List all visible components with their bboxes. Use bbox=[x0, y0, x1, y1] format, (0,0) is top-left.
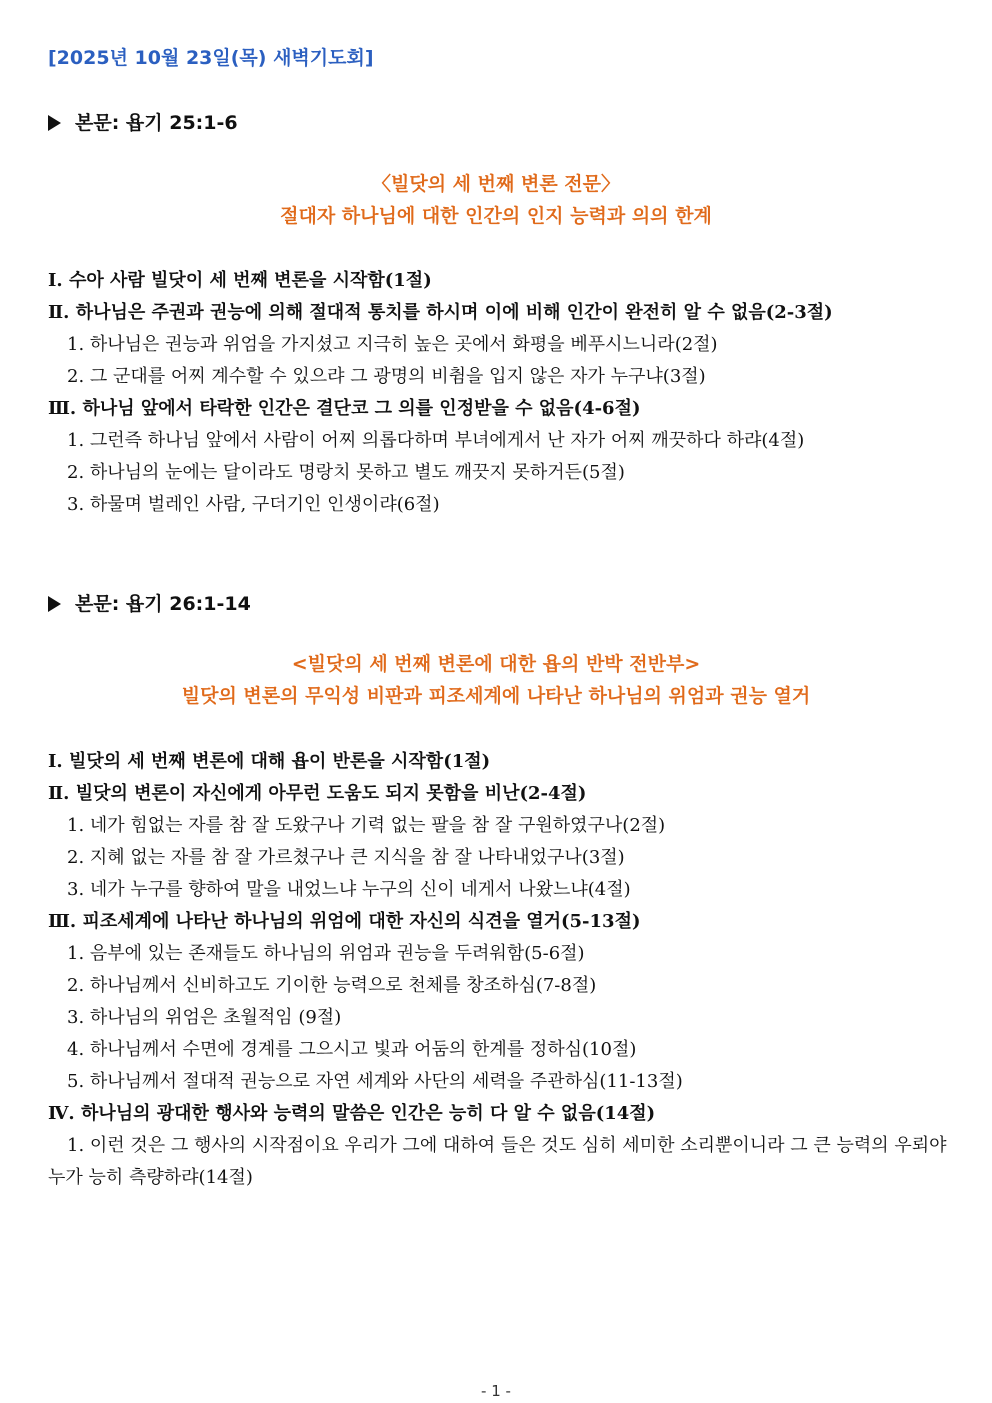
passage-heading-2 bbox=[48, 589, 251, 616]
outline-1 bbox=[48, 265, 948, 521]
outline-item: 1. 그런즉 하나님 앞에서 사람이 어찌 의롭다하며 부녀에게서 난 자가 어찌 깨끗하다 하랴(4절) bbox=[67, 430, 805, 451]
page-number: - 1 - bbox=[481, 1382, 511, 1400]
section-subtitle-1a: 〈빌닷의 세 번째 변론 전문〉 bbox=[372, 173, 620, 195]
outline-heading: Ⅰ. 수아 사람 빌닷이 세 번째 변론을 시작함(1절) bbox=[48, 270, 432, 291]
outline-item: 4. 하나님께서 수면에 경계를 그으시고 빛과 어둠의 한계를 정하심(10절) bbox=[67, 1039, 637, 1060]
passage-heading-1 bbox=[48, 108, 238, 135]
passage-label: 본문: 욥기 26:1-14 bbox=[75, 593, 251, 615]
outline-item: 1. 음부에 있는 존재들도 하나님의 위엄과 권능을 두려워함(5-6절) bbox=[67, 943, 585, 964]
outline-item: 3. 네가 누구를 향하여 말을 내었느냐 누구의 신이 네게서 나왔느냐(4절) bbox=[67, 879, 631, 900]
outline-item: 1. 하나님은 권능과 위엄을 가지셨고 지극히 높은 곳에서 화평을 베푸시느니라(2절) bbox=[67, 334, 718, 355]
passage-label: 본문: 욥기 25:1-6 bbox=[75, 112, 238, 134]
outline-item: 1. 이런 것은 그 행사의 시작점이요 우리가 그에 대하여 들은 것도 심히 세미한 소리뿐이니라 그 큰 능력의 우뢰야 누가 능히 측량하랴(14절) bbox=[48, 1135, 947, 1188]
outline-2 bbox=[48, 746, 948, 1194]
outline-heading: Ⅳ. 하나님의 광대한 행사와 능력의 말씀은 인간은 능히 다 알 수 없음(14절) bbox=[48, 1103, 656, 1124]
outline-item: 2. 하나님의 눈에는 달이라도 명랑치 못하고 별도 깨끗지 못하거든(5절) bbox=[67, 462, 625, 483]
page-header: [2025년 10월 23일(목) 새벽기도회] bbox=[48, 47, 374, 69]
outline-item: 2. 그 군대를 어찌 계수할 수 있으랴 그 광명의 비췸을 입지 않은 자가 누구냐(3절) bbox=[67, 366, 706, 387]
outline-item: 2. 지혜 없는 자를 참 잘 가르쳤구나 큰 지식을 참 잘 나타내었구나(3절) bbox=[67, 847, 625, 868]
outline-item: 3. 하나님의 위엄은 초월적임 (9절) bbox=[67, 1007, 342, 1028]
outline-heading: Ⅰ. 빌닷의 세 번째 변론에 대해 욥이 반론을 시작함(1절) bbox=[48, 751, 491, 772]
outline-heading: Ⅱ. 하나님은 주권과 권능에 의해 절대적 통치를 하시며 이에 비해 인간이 완전히 알 수 없음(2-3절) bbox=[48, 302, 833, 323]
triangle-bullet-icon bbox=[48, 115, 61, 131]
section-subtitle-2b: 빌닷의 변론의 무익성 비판과 피조세계에 나타난 하나님의 위엄과 권능 열거 bbox=[181, 685, 811, 707]
section-subtitle-1b: 절대자 하나님에 대한 인간의 인지 능력과 의의 한계 bbox=[280, 205, 712, 227]
outline-heading: Ⅲ. 하나님 앞에서 타락한 인간은 결단코 그 의를 인정받을 수 없음(4-6절) bbox=[48, 398, 641, 419]
outline-item: 3. 하물며 벌레인 사람, 구더기인 인생이랴(6절) bbox=[67, 494, 440, 515]
outline-heading: Ⅱ. 빌닷의 변론이 자신에게 아무런 도움도 되지 못함을 비난(2-4절) bbox=[48, 783, 587, 804]
outline-item: 5. 하나님께서 절대적 권능으로 자연 세계와 사단의 세력을 주관하심(11-13절) bbox=[67, 1071, 683, 1092]
outline-item: 2. 하나님께서 신비하고도 기이한 능력으로 천체를 창조하심(7-8절) bbox=[67, 975, 597, 996]
section-subtitle-2a: <빌닷의 세 번째 변론에 대한 욥의 반박 전반부> bbox=[291, 653, 701, 675]
triangle-bullet-icon bbox=[48, 596, 61, 612]
outline-heading: Ⅲ. 피조세계에 나타난 하나님의 위엄에 대한 자신의 식견을 열거(5-13절) bbox=[48, 911, 641, 932]
outline-item: 1. 네가 힘없는 자를 참 잘 도왔구나 기력 없는 팔을 참 잘 구원하였구나(2절) bbox=[67, 815, 666, 836]
